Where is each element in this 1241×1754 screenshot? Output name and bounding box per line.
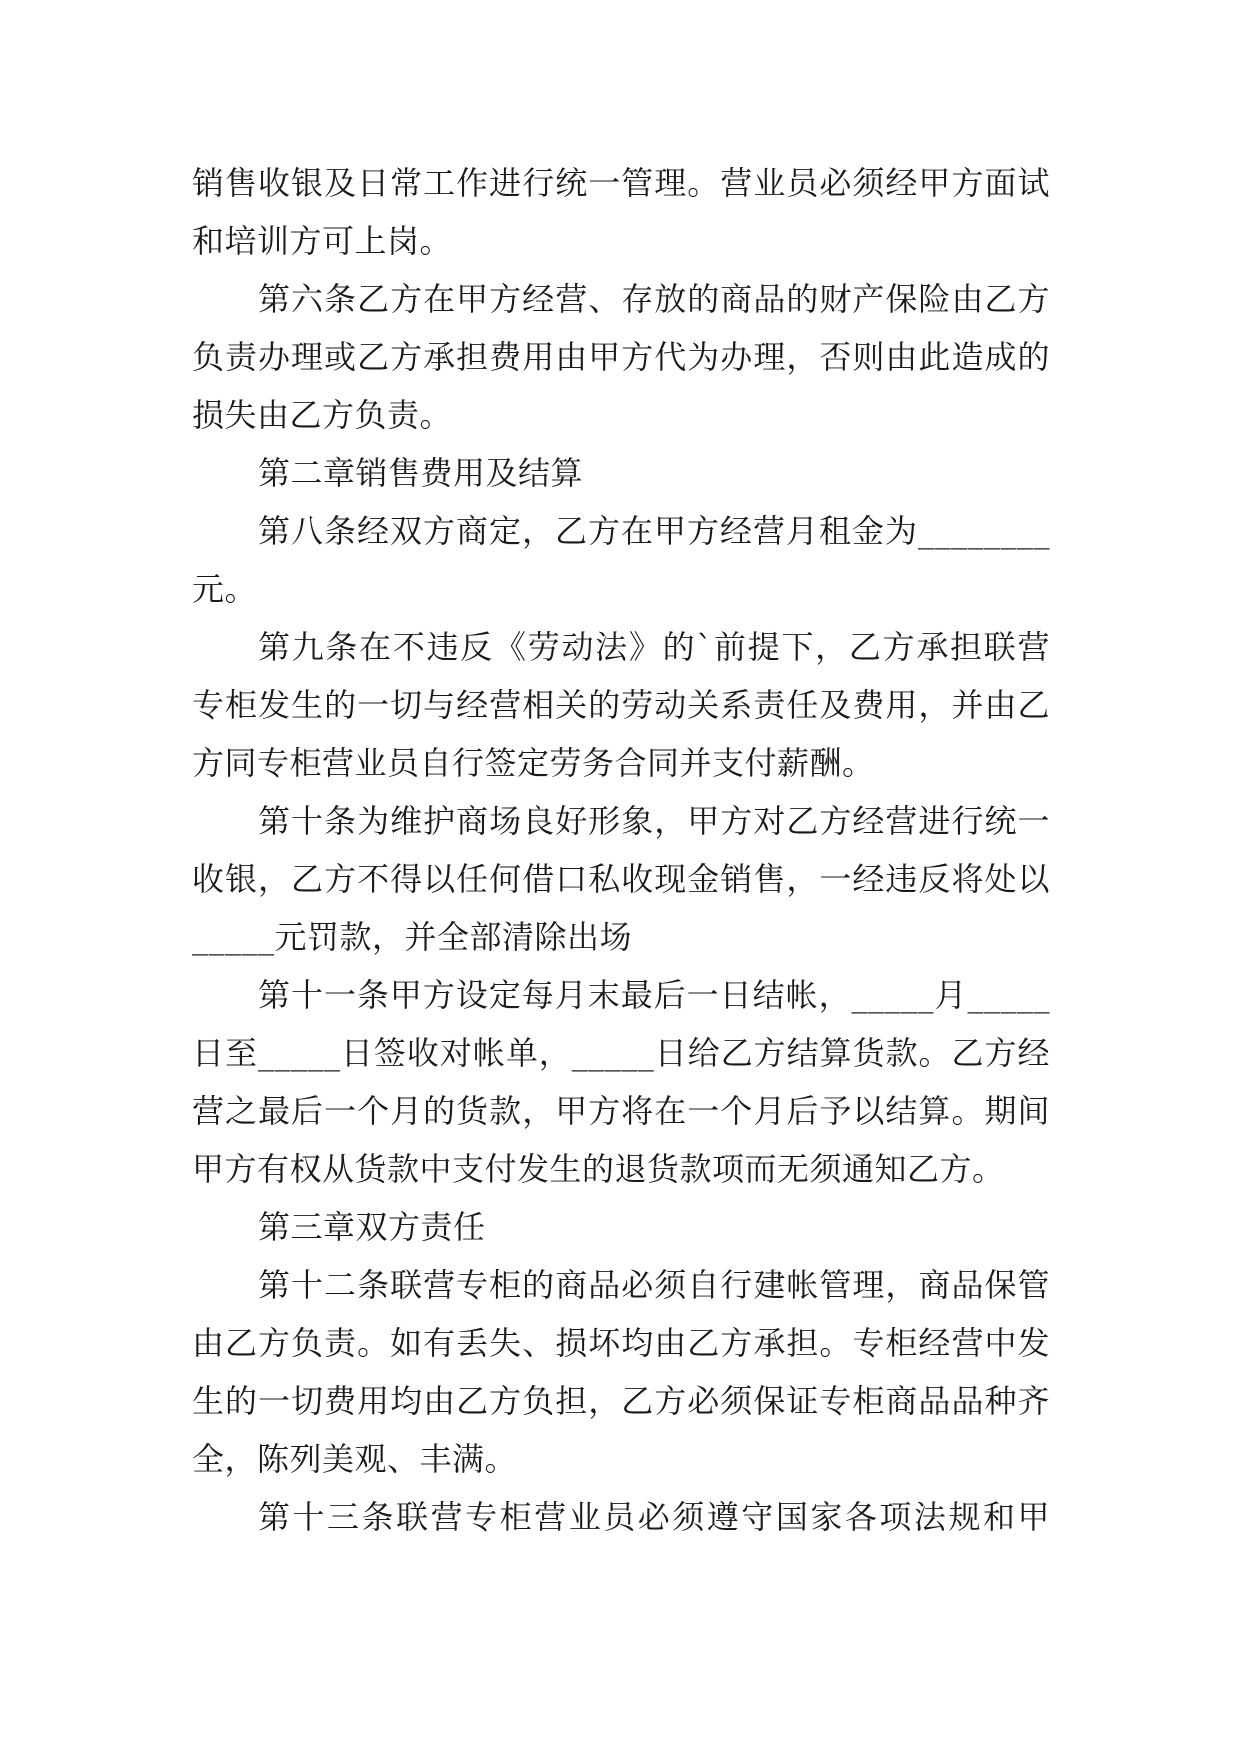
text-line: 全，陈列美观、丰满。 [192,1440,518,1478]
chapter-3-heading: 第三章双方责任 [258,1208,486,1246]
text-line: 元。 [192,570,258,608]
document-body [192,154,1050,1546]
article-6-line: 第六条乙方在甲方经营、存放的商品的财产保险由乙方 [258,280,1050,318]
text-line: 收银，乙方不得以任何借口私收现金销售，一经违反将处以 [192,860,1050,898]
text-line: 负责办理或乙方承担费用由甲方代为办理，否则由此造成的 [192,338,1050,376]
article-11-line: 第十一条甲方设定每月末最后一日结帐，_____月_____ [258,976,1050,1014]
text-line: 由乙方负责。如有丢失、损坏均由乙方承担。专柜经营中发 [192,1324,1050,1362]
text-line: 损失由乙方负责。 [192,396,453,434]
article-13-line: 第十三条联营专柜营业员必须遵守国家各项法规和甲 [258,1498,1050,1536]
text-line: _____元罚款，并全部清除出场 [192,918,633,956]
article-8-line: 第八条经双方商定，乙方在甲方经营月租金为________ [258,512,1050,550]
text-line: 方同专柜营业员自行签定劳务合同并支付薪酬。 [192,744,875,782]
text-line: 日至_____日签收对帐单，_____日给乙方结算货款。乙方经 [192,1034,1050,1072]
article-10-line: 第十条为维护商场良好形象，甲方对乙方经营进行统一 [258,802,1050,840]
text-line: 和培训方可上岗。 [192,222,453,260]
text-line: 营之最后一个月的货款，甲方将在一个月后予以结算。期间 [192,1092,1050,1130]
text-line: 甲方有权从货款中支付发生的退货款项而无须通知乙方。 [192,1150,1005,1188]
text-line: 专柜发生的一切与经营相关的劳动关系责任及费用，并由乙 [192,686,1050,724]
text-line: 销售收银及日常工作进行统一管理。营业员必须经甲方面试 [192,164,1050,202]
text-line: 生的一切费用均由乙方负担，乙方必须保证专柜商品品种齐 [192,1382,1050,1420]
article-9-line: 第九条在不违反《劳动法》的`前提下，乙方承担联营 [258,628,1050,666]
chapter-2-heading: 第二章销售费用及结算 [258,454,584,492]
article-12-line: 第十二条联营专柜的商品必须自行建帐管理，商品保管 [258,1266,1050,1304]
